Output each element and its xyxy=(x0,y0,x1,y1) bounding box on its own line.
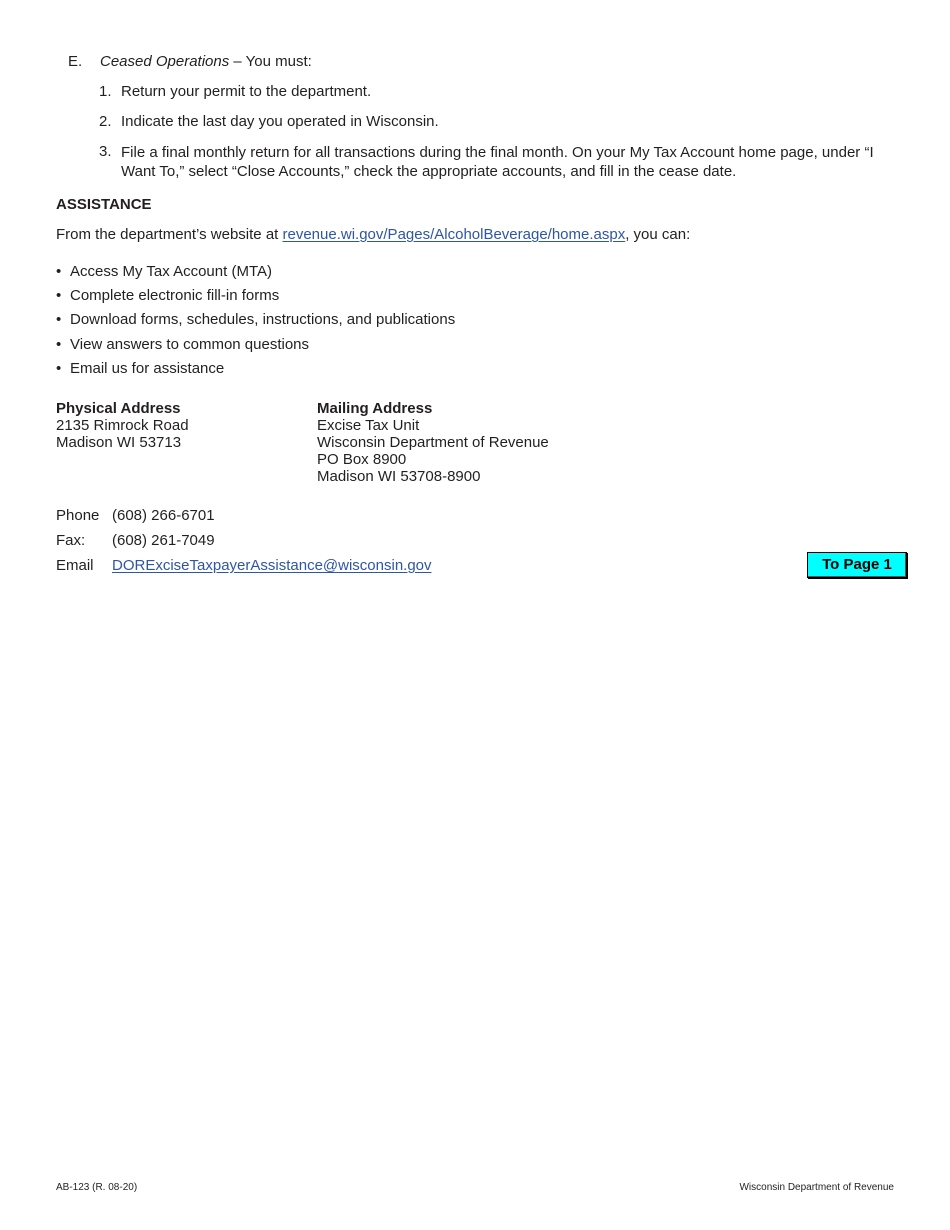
bullet-icon: • xyxy=(56,311,62,328)
mailing-address-line: PO Box 8900 xyxy=(317,451,407,468)
bullet-icon: • xyxy=(56,336,62,353)
section-e-title-italic: Ceased Operations xyxy=(100,53,230,70)
assistance-heading: ASSISTANCE xyxy=(56,196,152,213)
bullet-item-2: Complete electronic fill-in forms xyxy=(70,287,280,304)
phone-value: (608) 266-6701 xyxy=(112,507,215,524)
item-1-number: 1. xyxy=(99,83,112,100)
mailing-address xyxy=(317,400,549,485)
mailing-address-line: Madison WI 53708-8900 xyxy=(317,468,481,485)
footer-department: Wisconsin Department of Revenue xyxy=(739,1182,894,1193)
website-link[interactable]: revenue.wi.gov/Pages/AlcoholBeverage/home.aspx xyxy=(282,226,626,243)
section-e-letter: E. xyxy=(68,53,83,70)
physical-address-line: 2135 Rimrock Road xyxy=(56,417,189,434)
assistance-intro xyxy=(56,226,690,243)
email-label: Email xyxy=(56,557,94,574)
bullet-icon: • xyxy=(56,263,62,280)
to-page-1-button[interactable]: To Page 1 xyxy=(807,552,907,578)
item-1-text: Return your permit to the department. xyxy=(121,83,372,100)
bullet-icon: • xyxy=(56,287,62,304)
bullet-icon: • xyxy=(56,360,62,377)
mailing-address-line: Wisconsin Department of Revenue xyxy=(317,434,549,451)
assistance-intro-after: , you can: xyxy=(625,226,691,243)
bullet-item-4: View answers to common questions xyxy=(70,336,310,353)
section-e-title xyxy=(100,53,312,70)
item-2-number: 2. xyxy=(99,113,112,130)
physical-address xyxy=(56,400,189,451)
bullet-item-5: Email us for assistance xyxy=(70,360,225,377)
bullet-item-1: Access My Tax Account (MTA) xyxy=(70,263,272,280)
mailing-address-line: Excise Tax Unit xyxy=(317,417,420,434)
phone-label: Phone xyxy=(56,507,100,524)
physical-address-line: Madison WI 53713 xyxy=(56,434,182,451)
email-link[interactable]: DORExciseTaxpayerAssistance@wisconsin.gov xyxy=(112,557,432,574)
footer-form-id: AB-123 (R. 08-20) xyxy=(56,1182,138,1193)
item-3-text: File a final monthly return for all transactions during the final month. On your My Tax Account home page, under “I Want To,” select “Close Accounts,” check the appropriate accounts, and fill in the cease date. xyxy=(121,144,874,180)
assistance-intro-before: From the department’s website at xyxy=(56,226,283,243)
section-e-title-rest: – You must: xyxy=(229,53,312,70)
mailing-address-heading: Mailing Address xyxy=(317,400,433,417)
physical-address-heading: Physical Address xyxy=(56,400,181,417)
item-2-text: Indicate the last day you operated in Wisconsin. xyxy=(121,113,439,130)
fax-value: (608) 261-7049 xyxy=(112,532,215,549)
bullet-item-3: Download forms, schedules, instructions, and publications xyxy=(70,311,456,328)
fax-label: Fax: xyxy=(56,532,86,549)
item-3-number: 3. xyxy=(99,143,112,160)
